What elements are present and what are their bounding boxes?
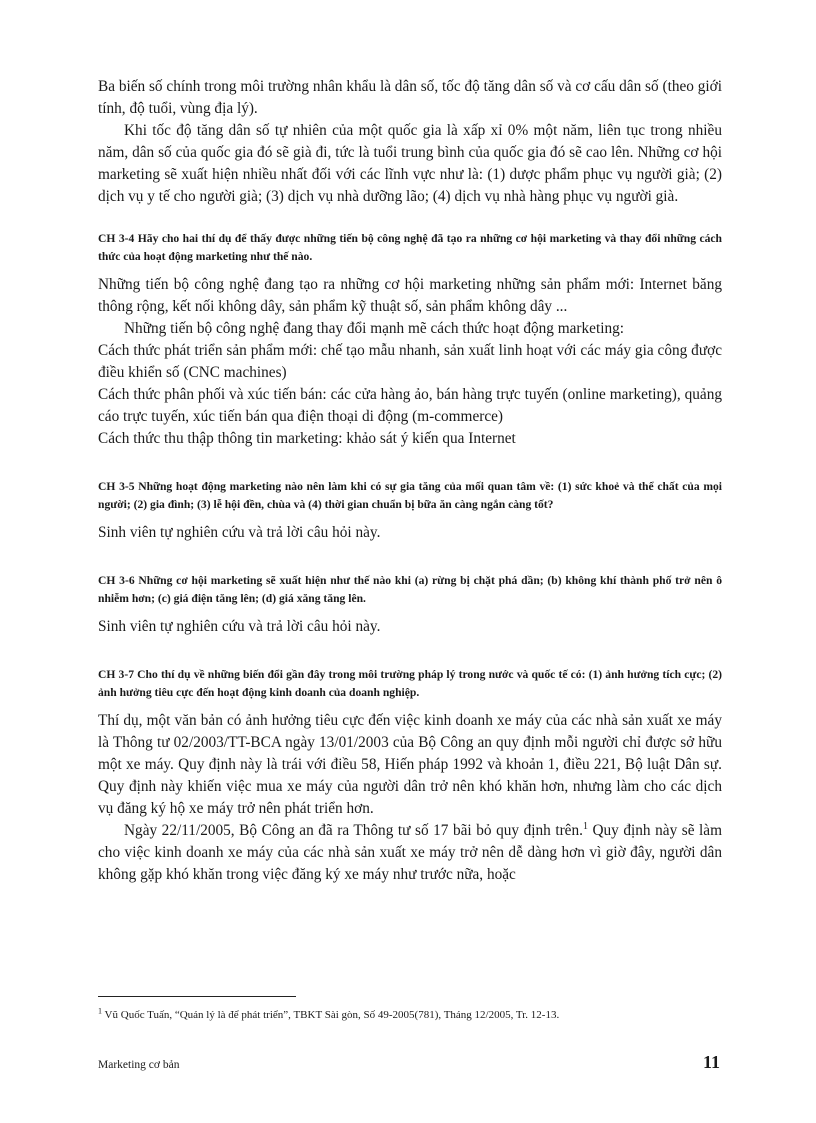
answer-paragraph: Cách thức phân phối và xúc tiến bán: các cửa hàng ảo, bán hàng trực tuyến (online marketing), quảng cáo trực tuyến, xúc tiến bán qua điện thoại di động (m-commerce)	[98, 386, 722, 425]
footnote-mark: 1	[98, 1006, 102, 1016]
question-3-4: CH 3-4 Hãy cho hai thí dụ để thấy được những tiến bộ công nghệ đã tạo ra những cơ hội marketing và thay đổi những cách thức của hoạt động marketing như thế nào.	[98, 232, 722, 263]
question-3-7: CH 3-7 Cho thí dụ về những biến đổi gần đây trong môi trường pháp lý trong nước và quốc tế có: (1) ảnh hưởng tích cực; (2) ảnh hưởng tiêu cực đến hoạt động kinh doanh của doanh nghiệp.	[98, 668, 722, 699]
answer-text: Quy định này sẽ làm cho việc kinh doanh xe máy của các nhà sản xuất xe máy trở nên dễ dàng hơn vì giờ đây, người dân không gặp khó khăn trong việc đăng ký xe máy như trước nữa, hoặc	[98, 822, 722, 883]
page-body	[98, 76, 722, 886]
answer-paragraph: Những tiến bộ công nghệ đang thay đổi mạnh mẽ cách thức hoạt động marketing:	[124, 320, 625, 337]
footer-title: Marketing cơ bản	[98, 1059, 180, 1071]
footnote-text: Vũ Quốc Tuấn, “Quản lý là để phát triển”, TBKT Sài gòn, Số 49-2005(781), Tháng 12/2005, Tr. 12-13.	[102, 1009, 560, 1021]
question-3-6: CH 3-6 Những cơ hội marketing sẽ xuất hiện như thế nào khi (a) rừng bị chặt phá dần; (b) không khí thành phố trở nên ô nhiễm hơn; (c) giá điện tăng lên; (d) giá xăng tăng lên.	[98, 574, 722, 605]
answer-paragraph: Cách thức phát triển sản phẩm mới: chế tạo mẫu nhanh, sản xuất linh hoạt với các máy gia công được điều khiển số (CNC machines)	[98, 342, 722, 381]
answer-paragraph: Những tiến bộ công nghệ đang tạo ra những cơ hội marketing những sản phẩm mới: Internet băng thông rộng, kết nối không dây, sản phẩm kỹ thuật số, sản phẩm không dây ...	[98, 276, 722, 315]
answer-paragraph: Thí dụ, một văn bản có ảnh hưởng tiêu cực đến việc kinh doanh xe máy của các nhà sản xuất xe máy là Thông tư 02/2003/TT-BCA ngày 13/01/2003 của Bộ Công an quy định mỗi người chỉ được sở hữu một xe máy. Quy định này là trái với điều 58, Hiến pháp 1992 và khoản 1, điều 221, Bộ luật Dân sự. Quy định này khiến việc mua xe máy của người dân trở nên khó khăn hơn, nhưng làm cho các dịch vụ đăng ký hộ xe máy trở nên phát triển hơn.	[98, 712, 722, 817]
answer-text: Ngày 22/11/2005, Bộ Công an đã ra Thông tư số 17 bãi bỏ quy định trên.	[124, 822, 583, 839]
footnote-divider	[98, 996, 296, 997]
question-3-5: CH 3-5 Những hoạt động marketing nào nên làm khi có sự gia tăng của mối quan tâm về: (1) sức khoẻ và thể chất của mọi người; (2) gia đình; (3) lễ hội đền, chùa và (4) thời gian chuẩn bị bữa ăn càng ngắn càng tốt?	[98, 480, 722, 511]
answer-paragraph: Sinh viên tự nghiên cứu và trả lời câu hỏi này.	[98, 524, 381, 541]
page-number: 11	[702, 1052, 720, 1072]
footnote-reference[interactable]: 1	[582, 820, 588, 832]
answer-paragraph	[98, 820, 722, 886]
answer-paragraph: Sinh viên tự nghiên cứu và trả lời câu hỏi này.	[98, 618, 381, 635]
answer-paragraph: Cách thức thu thập thông tin marketing: khảo sát ý kiến qua Internet	[98, 430, 516, 447]
paragraph: Khi tốc độ tăng dân số tự nhiên của một quốc gia là xấp xỉ 0% một năm, liên tục trong nhiều năm, dân số của quốc gia đó sẽ già đi, tức là tuổi trung bình của quốc gia đó sẽ cao lên. Những cơ hội marketing sẽ xuất hiện nhiều nhất đối với các lĩnh vực như là: (1) dược phẩm phục vụ người già; (2) dịch vụ y tế cho người già; (3) dịch vụ nhà dưỡng lão; (4) dịch vụ nhà hàng phục vụ người già.	[98, 122, 722, 205]
footnote	[98, 1008, 722, 1022]
paragraph: Ba biến số chính trong môi trường nhân khẩu là dân số, tốc độ tăng dân số và cơ cấu dân số (theo giới tính, độ tuổi, vùng địa lý).	[98, 78, 722, 117]
